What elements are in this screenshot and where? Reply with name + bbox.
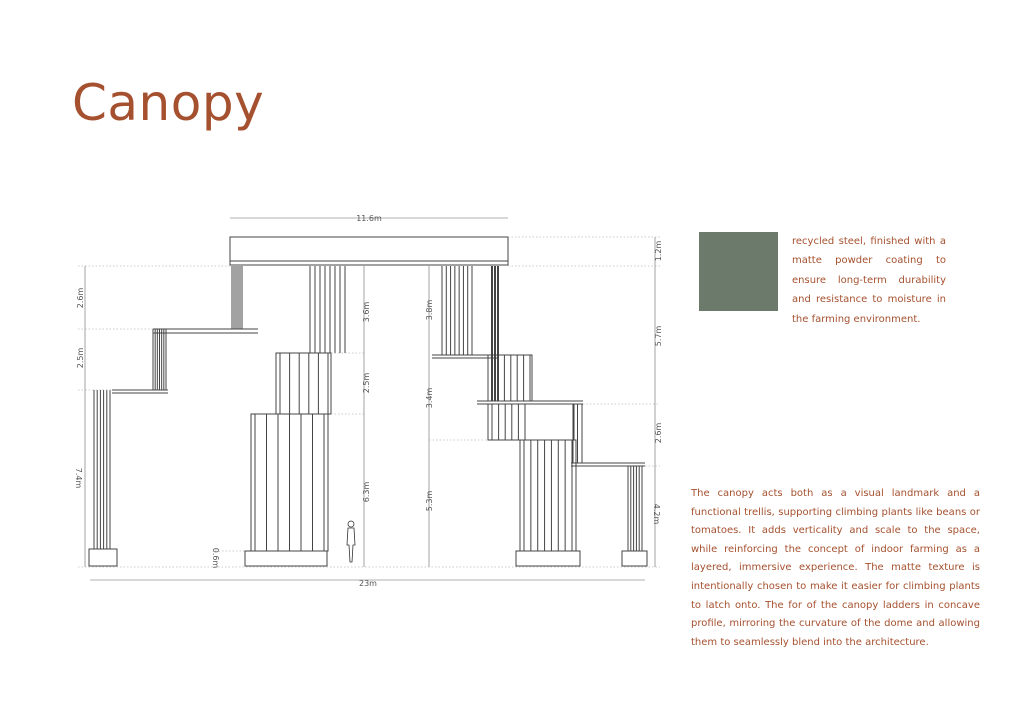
human-figure (347, 521, 355, 562)
structure (89, 237, 647, 566)
dim-inner-left-upper: 3.6m (362, 301, 371, 323)
right-base (622, 551, 647, 566)
left-base (89, 549, 117, 566)
dim-total-width: 23m (359, 579, 377, 588)
left-stepping (94, 266, 242, 549)
inner-right-low-frame (520, 440, 576, 551)
dim-left-upper: 2.6m (76, 287, 85, 309)
right-stepping (573, 404, 642, 551)
inner-right-base (516, 551, 580, 566)
dim-inner-right-lower: 5.3m (425, 490, 434, 512)
dim-left-lower: 7.4m (74, 467, 83, 489)
dimension-lines (85, 218, 655, 580)
dim-right-lower: 4.2m (652, 503, 661, 525)
dim-top-width: 11.6m (356, 214, 382, 223)
dim-right-top: 1.2m (654, 240, 663, 262)
page-title: Canopy (72, 74, 265, 132)
inner-right-frames (442, 266, 572, 551)
dim-inner-right-upper: 3.8m (425, 299, 434, 321)
canopy-description: The canopy acts both as a visual landmark and a functional trellis, supporting climbing plants like beans or tomatoes. It adds verticality and scale to the space, while reinforcing the concept of indoor farming as a layered, immersive experience. The matte texture is intentionally chosen to make it easier for climbing plants to latch onto. The for of the canopy ladders in concave profile, mirroring the curvature of the dome and allowing them to seamlessly blend into the architecture. (691, 488, 980, 648)
top-beam-lower (230, 261, 508, 265)
inner-right-lower-frame (488, 404, 574, 440)
material-description: recycled steel, finished with a matte powder coating to ensure long-term durability and resistance to moisture in the farming environment. (792, 236, 946, 325)
dim-inner-left-lower: 6.3m (362, 481, 371, 503)
inner-left-mid-frame (276, 353, 331, 414)
dim-right-upper: 5.7m (654, 325, 663, 347)
dim-left-middle: 2.5m (76, 347, 85, 369)
top-beam (230, 237, 508, 261)
dim-inner-left-middle: 2.5m (362, 372, 371, 394)
dim-inner-left-base: 0.6m (211, 547, 220, 569)
inner-left-base (245, 551, 327, 566)
dim-inner-right-middle: 3.4m (425, 387, 434, 409)
dimension-extension-lines (78, 237, 660, 567)
dim-right-middle: 2.6m (654, 422, 663, 444)
